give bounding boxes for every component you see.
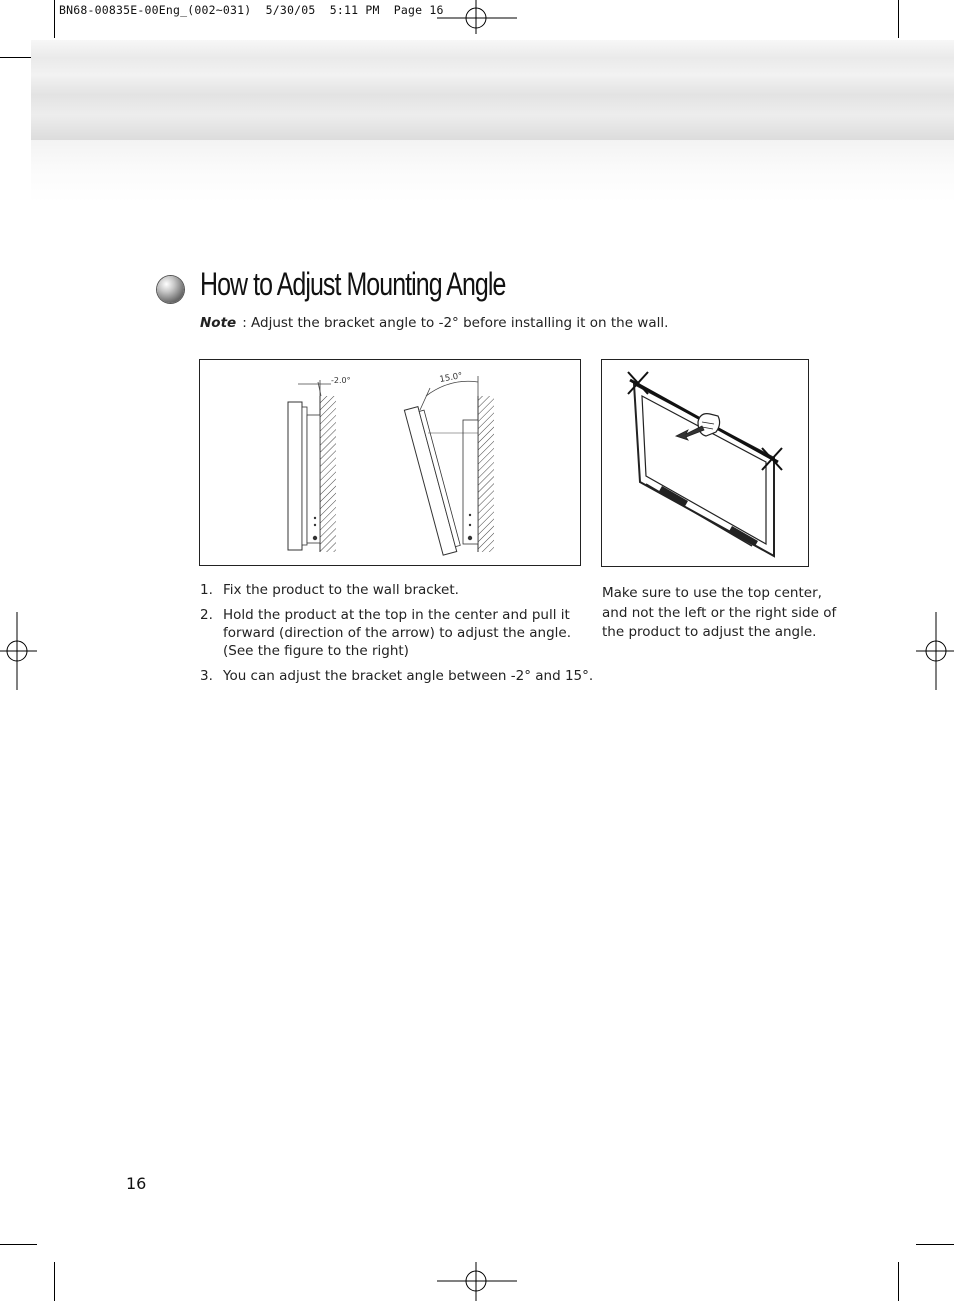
panel-tilted [404, 405, 461, 555]
section-title: How to Adjust Mounting Angle [200, 266, 506, 302]
page-number: 16 [126, 1174, 147, 1193]
print-slug: BN68-00835E-00Eng_(002~031) 5/30/05 5:11 PM Page 16 [59, 3, 444, 17]
header-band [31, 40, 954, 140]
note-label: Note [200, 315, 237, 331]
angle-label-b: 15.0° [438, 371, 464, 385]
registration-target-bottom [437, 1262, 517, 1301]
side-note: Make sure to use the top center, and not the left or the right side of the product to adjust the angle. [602, 585, 837, 640]
bracket-angle-figure [199, 359, 581, 566]
panel-upright [288, 402, 320, 550]
registration-target-right [916, 612, 954, 690]
registration-target-top [437, 0, 517, 34]
registration-target-left [0, 612, 37, 690]
instruction-steps [200, 581, 600, 692]
note-text: : Adjust the bracket angle to -2° before installing it on the wall. [242, 315, 669, 331]
section-bullet-icon [157, 276, 184, 303]
tv-pull-figure [601, 359, 809, 567]
step-item: 3. You can adjust the bracket angle between -2° and 15°. [200, 668, 594, 684]
bracket-diagram [200, 360, 580, 565]
step-item: 1. Fix the product to the wall bracket. [200, 582, 459, 598]
angle-label-a: -2.0° [331, 376, 351, 385]
note-line [200, 315, 668, 331]
tv-illustration [602, 360, 808, 566]
step-item: 2. Hold the product at the top in the center and pull it forward (direction of the arrow) to adjust the angle. (See the figure to the right) [200, 607, 572, 659]
